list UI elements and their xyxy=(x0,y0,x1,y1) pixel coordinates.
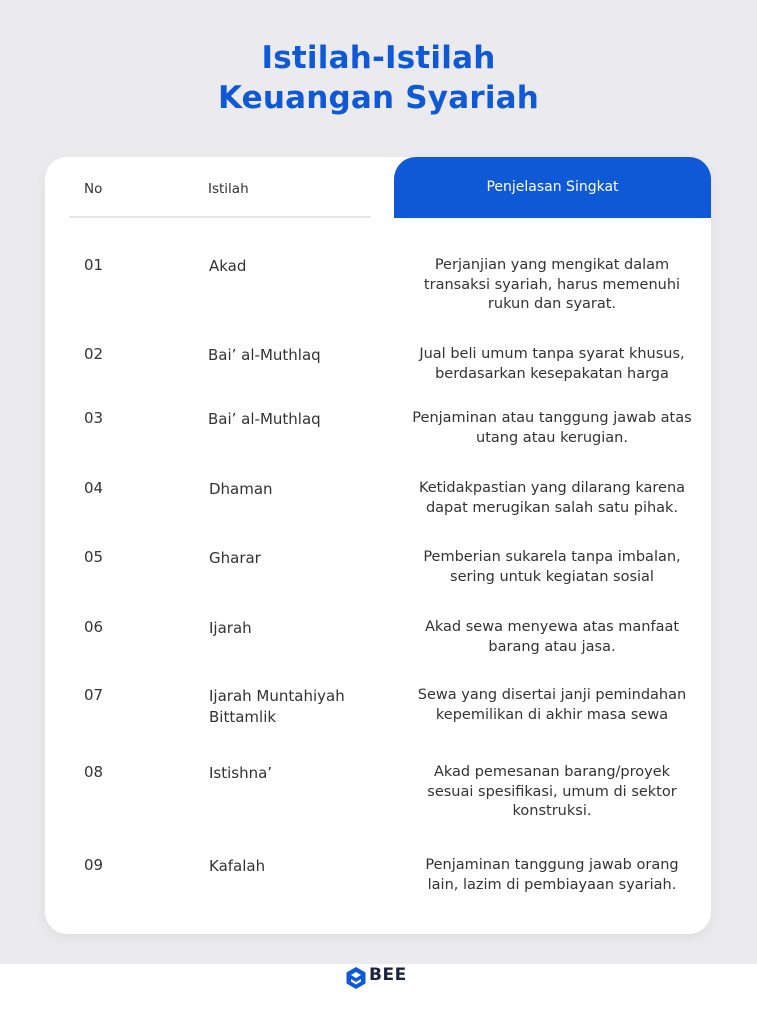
row-term: Akad xyxy=(209,257,247,275)
header-description: Penjelasan Singkat xyxy=(394,157,711,218)
row-term: Ijarah xyxy=(209,619,252,637)
row-number: 06 xyxy=(84,618,104,636)
row-description: Jual beli umum tanpa syarat khusus, berdasarkan kesepakatan harga xyxy=(419,346,685,382)
row-number: 09 xyxy=(84,856,104,874)
row-description: Penjaminan atau tanggung jawab atas utang atau kerugian. xyxy=(412,410,692,446)
row-description: Sewa yang disertai janji pemindahan kepemilikan di akhir masa sewa xyxy=(417,687,687,723)
brand-name: BEE xyxy=(369,965,407,985)
row-term: Bai’ al-Muthlaq xyxy=(208,346,321,364)
row-description: Akad sewa menyewa atas manfaat barang atau jasa. xyxy=(424,619,680,655)
row-description: Akad pemesanan barang/proyek sesuai spesifikasi, umum di sektor konstruksi. xyxy=(427,764,677,819)
row-number: 05 xyxy=(84,548,104,566)
header-no: No xyxy=(84,181,103,197)
row-description: Penjaminan tanggung jawab orang lain, lazim di pembiayaan syariah. xyxy=(425,857,679,893)
row-description: Pemberian sukarela tanpa imbalan, sering untuk kegiatan sosial xyxy=(423,549,681,585)
brand-logo xyxy=(345,964,425,992)
row-term: Ijarah Muntahiyah Bittamlik xyxy=(209,687,345,726)
row-number: 04 xyxy=(84,479,104,497)
row-term: Dhaman xyxy=(209,480,273,498)
row-description: Perjanjian yang mengikat dalam transaksi syariah, harus memenuhi rukun dan syarat. xyxy=(423,257,681,312)
header-term: Istilah xyxy=(208,181,249,197)
row-number: 08 xyxy=(84,763,104,781)
row-term: Kafalah xyxy=(209,857,266,875)
bee-hexagon-logo-icon xyxy=(345,966,367,990)
row-number: 01 xyxy=(84,256,104,274)
row-number: 07 xyxy=(84,686,104,704)
title-line-2: Keuangan Syariah xyxy=(217,80,540,116)
row-term: Istishna’ xyxy=(209,764,273,782)
row-term: Bai’ al-Muthlaq xyxy=(208,410,321,428)
row-term: Gharar xyxy=(209,549,261,567)
row-description: Ketidakpastian yang dilarang karena dapat merugikan salah satu pihak. xyxy=(418,480,686,516)
title-line-1: Istilah-Istilah xyxy=(261,40,496,76)
row-number: 02 xyxy=(84,345,104,363)
row-number: 03 xyxy=(84,409,104,427)
